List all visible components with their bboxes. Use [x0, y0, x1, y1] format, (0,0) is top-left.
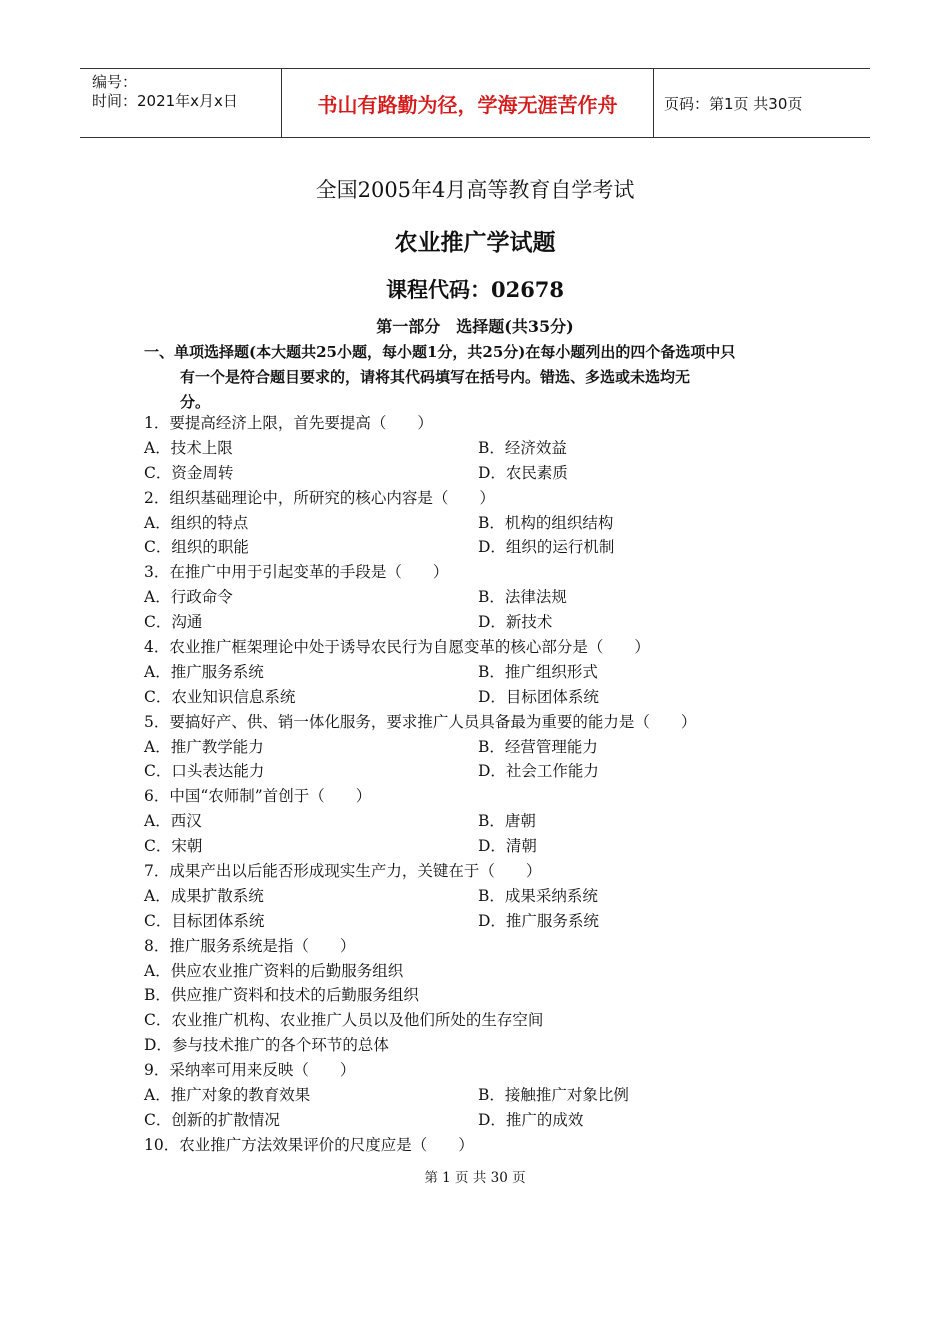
row-text-left: A．行政命令	[144, 588, 233, 607]
question-row	[144, 834, 824, 859]
row-text-left: 6．中国“农师制”首创于（ ）	[144, 787, 372, 806]
page-info: 页码：第1页 共30页	[664, 94, 803, 113]
question-row	[144, 1133, 824, 1158]
motto: 书山有路勤为径，学海无涯苦作舟	[281, 69, 654, 137]
row-text-left: C．沟通	[144, 613, 203, 632]
instructions-line-2: 有一个是符合题目要求的，请将其代码填写在括号内。错选、多选或未选均无	[180, 368, 691, 386]
row-text-left: C．创新的扩散情况	[144, 1110, 280, 1129]
row-text-left: A．推广服务系统	[144, 662, 264, 681]
question-row	[144, 959, 824, 984]
row-text-left: 4．农业推广框架理论中处于诱导农民行为自愿变革的核心部分是（ ）	[144, 638, 650, 657]
exam-subject: 农业推广学试题	[394, 229, 556, 256]
row-text-left: C．组织的职能	[144, 538, 249, 557]
question-row	[144, 436, 824, 461]
row-text-left: C．宋朝	[144, 837, 203, 856]
row-text-right: D．清朝	[478, 837, 537, 856]
question-row	[144, 735, 824, 760]
row-text-left: A．组织的特点	[144, 513, 249, 532]
part-title: 第一部分 选择题(共35分)	[376, 317, 574, 336]
course-code: 课程代码：02678	[385, 277, 565, 302]
question-row	[144, 1058, 824, 1083]
question-row	[144, 660, 824, 685]
row-text-left: 7．成果产出以后能否形成现实生产力，关键在于（ ）	[144, 862, 542, 881]
row-text-right: B．经济效益	[478, 438, 567, 457]
row-text-left: A．推广对象的教育效果	[144, 1086, 311, 1105]
row-text-left: C．资金周转	[144, 463, 234, 482]
question-row	[144, 685, 824, 710]
row-text-left: A．推广教学能力	[144, 737, 264, 756]
question-row	[144, 560, 824, 585]
row-text-left: A．技术上限	[144, 438, 233, 457]
row-text-left: 2．组织基础理论中，所研究的核心内容是（ ）	[144, 488, 495, 507]
exam-title-line: 全国2005年4月高等教育自学考试	[315, 178, 635, 202]
row-text-left: A．供应农业推广资料的后勤服务组织	[144, 961, 404, 980]
question-row	[144, 934, 824, 959]
instructions-line-1: 一、单项选择题(本大题共25小题，每小题1分，共25分)在每小题列出的四个备选项中只	[144, 343, 736, 361]
row-text-right: B．成果采纳系统	[478, 886, 598, 905]
page-footer: 第 1 页 共 30 页	[424, 1170, 526, 1186]
row-text-left: C．目标团体系统	[144, 911, 265, 930]
row-text-left: A．西汉	[144, 812, 202, 831]
row-text-left: A．成果扩散系统	[144, 886, 264, 905]
row-text-left: C．农业知识信息系统	[144, 687, 296, 706]
question-row	[144, 710, 824, 735]
header-meta	[80, 69, 281, 137]
row-text-right: D．社会工作能力	[478, 762, 599, 781]
row-text-left: C．口头表达能力	[144, 762, 265, 781]
serial-label: 编号：	[92, 73, 138, 91]
row-text-right: B．法律法规	[478, 588, 567, 607]
question-row	[144, 859, 824, 884]
question-row	[144, 585, 824, 610]
row-text-left: 8．推广服务系统是指（ ）	[144, 936, 356, 955]
question-row	[144, 1108, 824, 1133]
row-text-right: B．唐朝	[478, 812, 536, 831]
row-text-right: B．机构的组织结构	[478, 513, 614, 532]
row-text-left: 9．采纳率可用来反映（ ）	[144, 1061, 356, 1080]
row-text-left: 10．农业推广方法效果评价的尺度应是（ ）	[144, 1135, 474, 1154]
row-text-left: B．供应推广资料和技术的后勤服务组织	[144, 986, 419, 1005]
question-row	[144, 983, 824, 1008]
row-text-right: D．组织的运行机制	[478, 538, 615, 557]
header-table	[80, 68, 870, 138]
question-row	[144, 759, 824, 784]
question-row	[144, 461, 824, 486]
row-text-left: D．参与技术推广的各个环节的总体	[144, 1036, 389, 1055]
question-row	[144, 635, 824, 660]
row-text-left: C．农业推广机构、农业推广人员以及他们所处的生存空间	[144, 1011, 544, 1030]
question-row	[144, 610, 824, 635]
instructions	[144, 340, 814, 415]
row-text-right: B．推广组织形式	[478, 662, 598, 681]
question-row	[144, 884, 824, 909]
row-text-right: D．目标团体系统	[478, 687, 599, 706]
row-text-right: D．新技术	[478, 613, 553, 632]
question-row	[144, 511, 824, 536]
row-text-left: 1．要提高经济上限，首先要提高（ ）	[144, 414, 433, 432]
question-row	[144, 486, 824, 511]
question-row	[144, 909, 824, 934]
row-text-left: 5．要搞好产、供、销一体化服务，要求推广人员具备最为重要的能力是（ ）	[144, 712, 697, 731]
row-text-left: 3．在推广中用于引起变革的手段是（ ）	[144, 563, 449, 582]
row-text-right: D．农民素质	[478, 463, 568, 482]
question-list	[144, 411, 824, 1158]
row-text-right: D．推广服务系统	[478, 911, 599, 930]
question-row	[144, 784, 824, 809]
question-row	[144, 1008, 824, 1033]
row-text-right: D．推广的成效	[478, 1110, 584, 1129]
row-text-right: B．经营管理能力	[478, 737, 598, 756]
question-row	[144, 809, 824, 834]
instructions-line-3: 分。	[180, 393, 211, 411]
question-row	[144, 1083, 824, 1108]
time-label: 时间：2021年x月x日	[92, 92, 238, 110]
row-text-right: B．接触推广对象比例	[478, 1086, 629, 1105]
question-row	[144, 411, 824, 436]
question-row	[144, 535, 824, 560]
question-row	[144, 1033, 824, 1058]
